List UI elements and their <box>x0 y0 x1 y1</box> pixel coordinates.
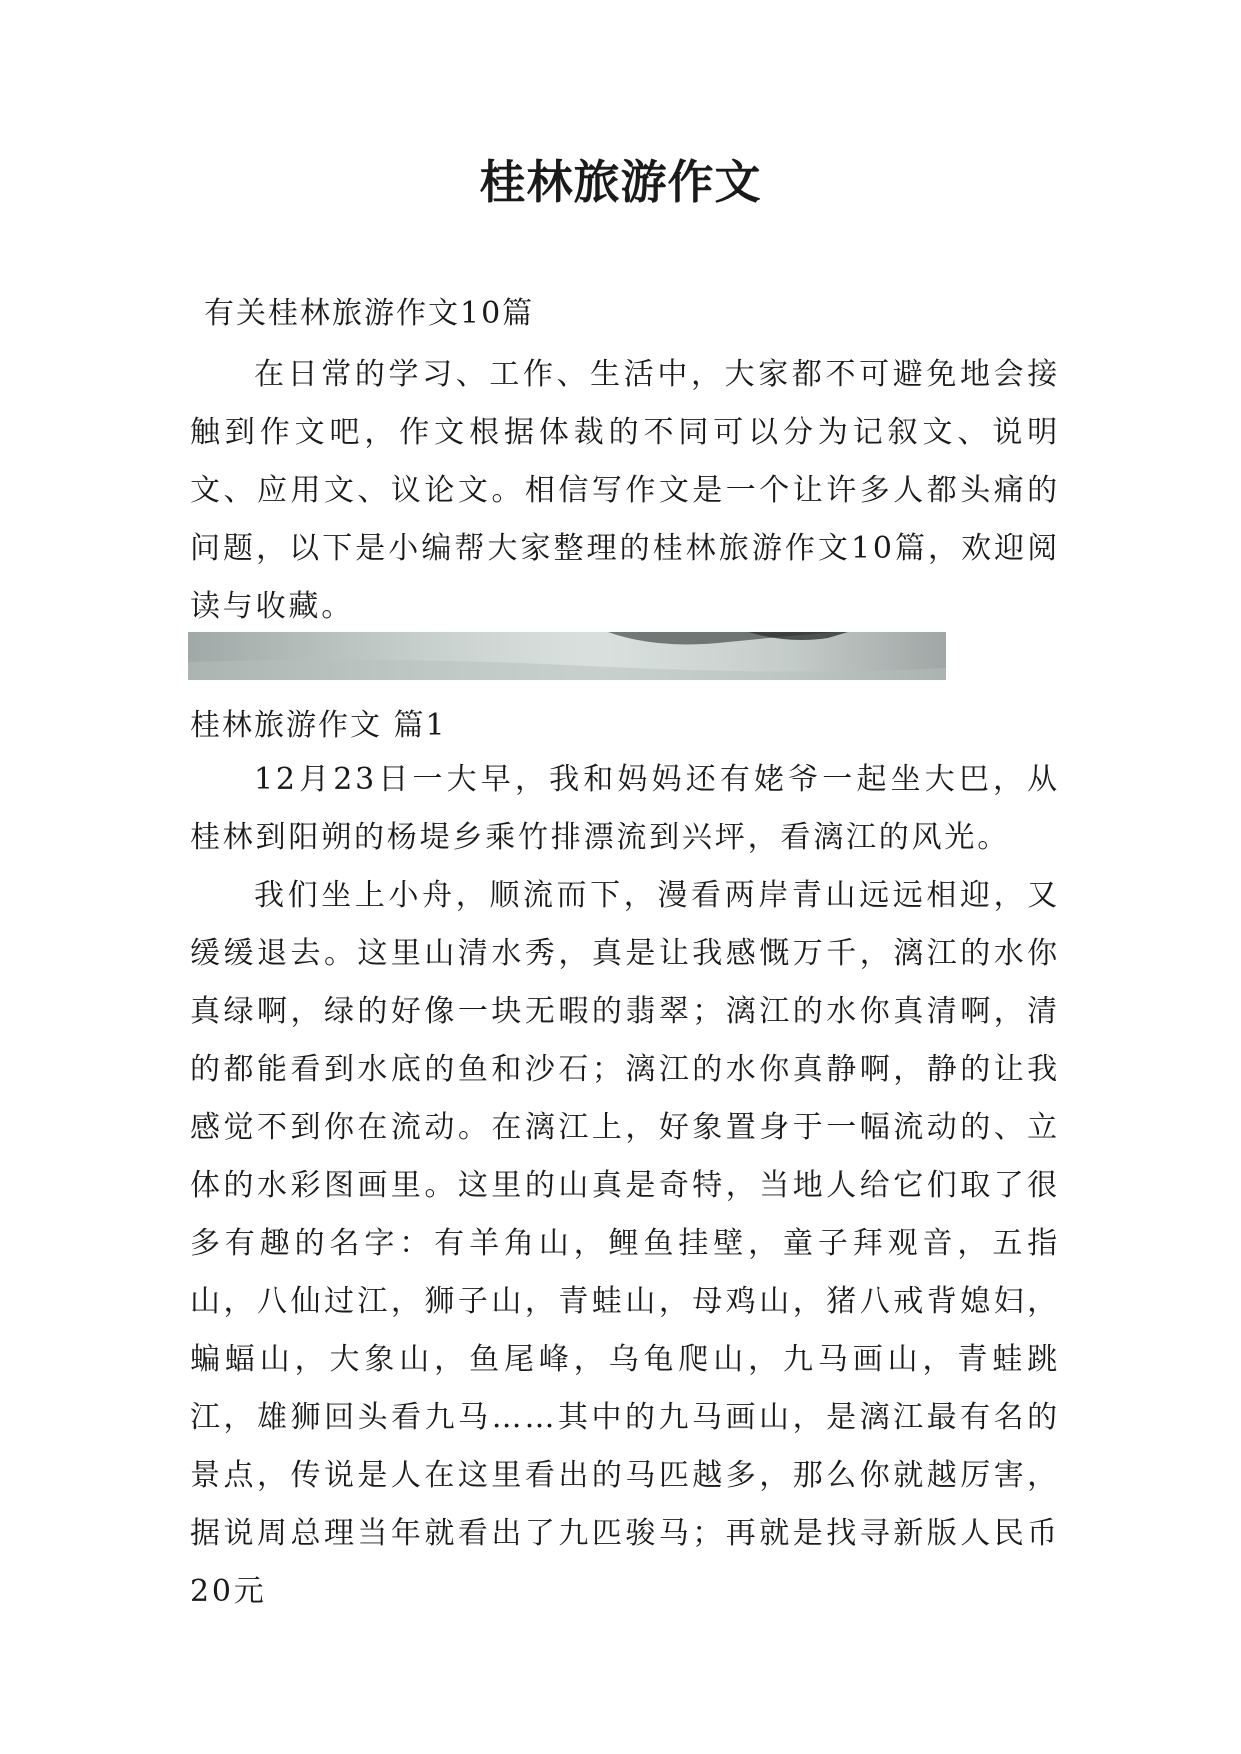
section-heading: 桂林旅游作文 篇1 <box>190 708 447 743</box>
intro-paragraph: 在日常的学习、工作、生活中，大家都不可避免地会接触到作文吧，作文根据体裁的不同可以分为记叙文、说明文、应用文、议论文。相信写作文是一个让许多人都头痛的问题，以下是小编帮大家整理的桂林旅游作文10篇，欢迎阅读与收藏。 <box>190 357 1060 624</box>
body-paragraph: 我们坐上小舟，顺流而下，漫看两岸青山远远相迎，又缓缓退去。这里山清水秀，真是让我感慨万千，漓江的水你真绿啊，绿的好像一块无暇的翡翠；漓江的水你真清啊，清的都能看到水底的鱼和沙石；漓江的水你真静啊，静的让我感觉不到你在流动。在漓江上，好象置身于一幅流动的、立体的水彩图画里。这里的山真是奇特，当地人给它们取了很多有趣的名字：有羊角山，鲤鱼挂壁，童子拜观音，五指山，八仙过江，狮子山，青蛙山，母鸡山，猪八戒背媳妇，蝙蝠山，大象山，鱼尾峰，乌龟爬山，九马画山，青蛙跳江，雄狮回头看九马……其中的九马画山，是漓江最有名的景点，传说是人在这里看出的马匹越多，那么你就越厉害，据说周总理当年就看出了九匹骏马；再就是找寻新版人民币20元 <box>190 878 1060 1609</box>
document-title: 桂林旅游作文 <box>479 155 762 209</box>
body-paragraph: 12月23日一大早，我和妈妈还有姥爷一起坐大巴，从桂林到阳朔的杨堤乡乘竹排漂流到兴坪，看漓江的风光。 <box>190 762 1060 855</box>
banner-image <box>188 632 946 680</box>
document-subtitle: 有关桂林旅游作文10篇 <box>204 296 535 331</box>
